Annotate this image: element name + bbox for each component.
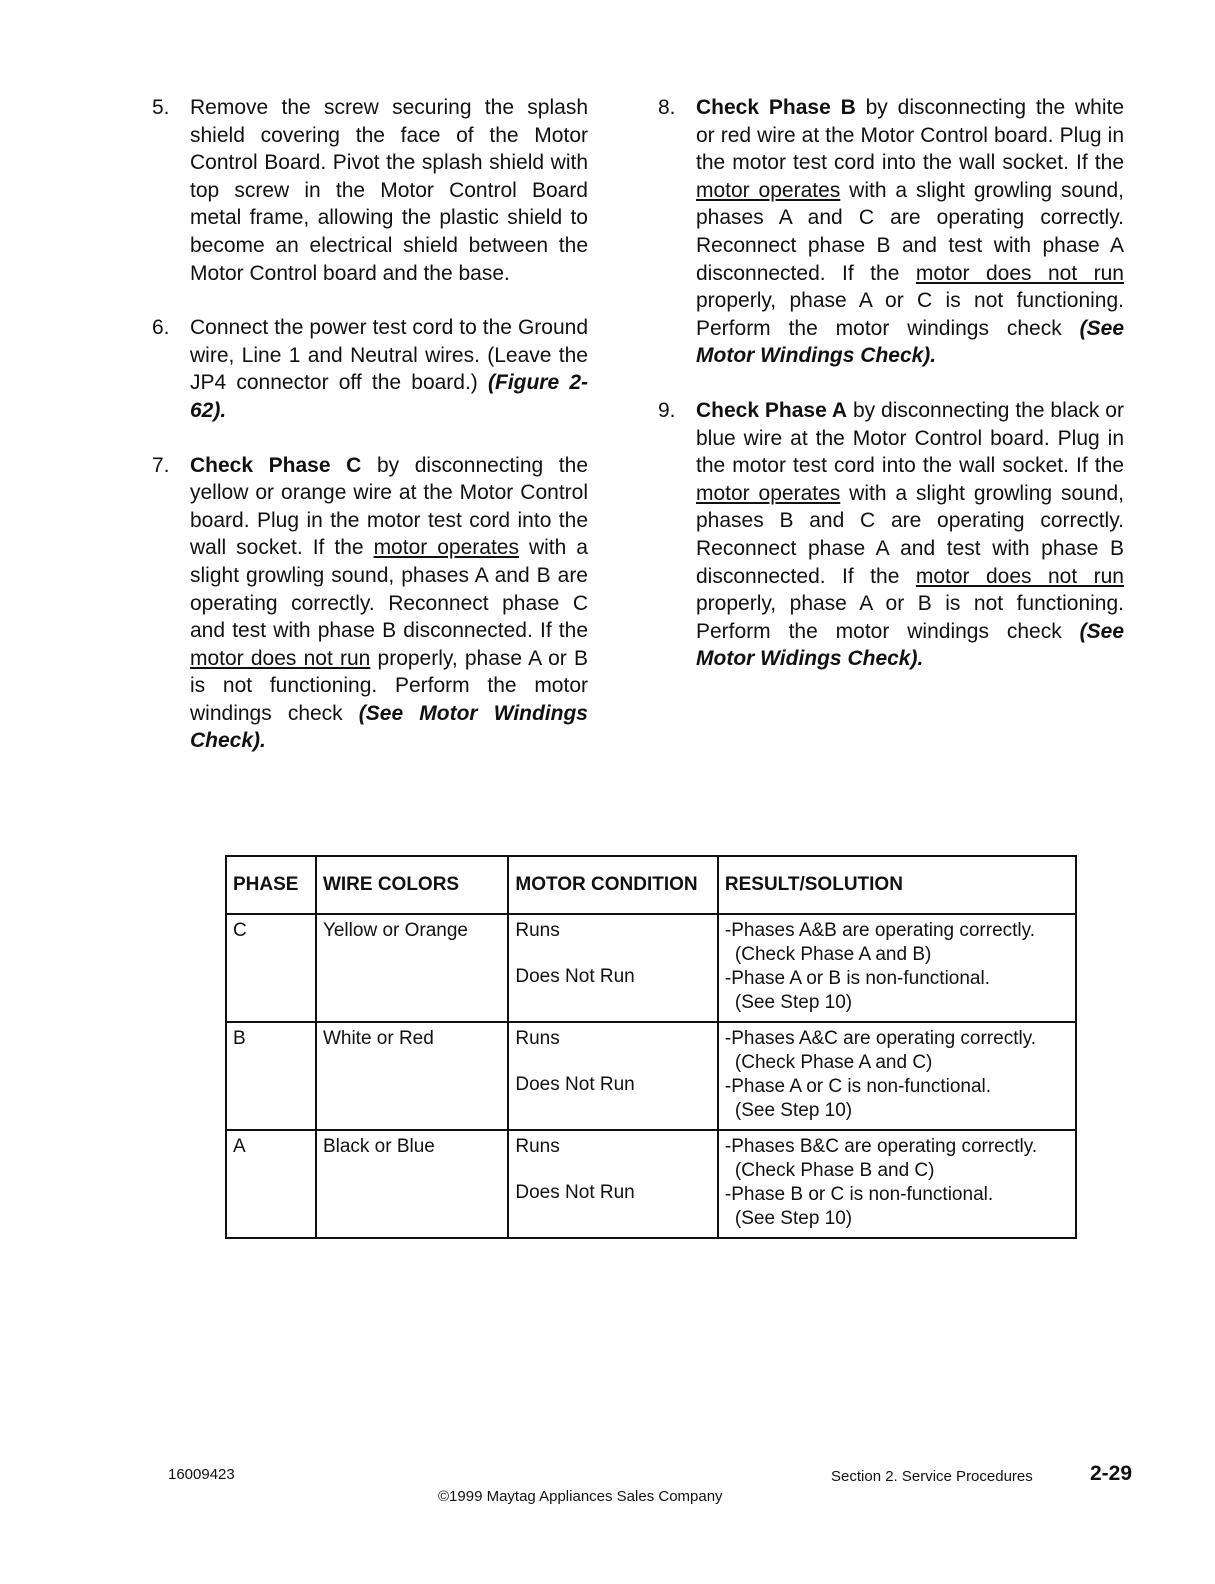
table-row bbox=[226, 914, 1076, 1022]
cell-wire-colors: White or Red bbox=[316, 1022, 508, 1130]
spacer bbox=[515, 1159, 711, 1181]
result-line: (Check Phase A and B) bbox=[734, 944, 932, 965]
header-wire-colors: WIRE COLORS bbox=[316, 856, 508, 914]
condition-runs: Runs bbox=[515, 920, 560, 941]
result-line: -Phases A&C are operating correctly. bbox=[724, 1028, 1037, 1049]
table-row bbox=[226, 1130, 1076, 1238]
result-line: (Check Phase B and C) bbox=[734, 1160, 935, 1181]
condition-runs: Runs bbox=[515, 1136, 560, 1157]
underlined-phrase: motor operates bbox=[696, 178, 841, 202]
step-number: 8. bbox=[658, 96, 676, 119]
copyright: ©1999 Maytag Appliances Sales Company bbox=[438, 1488, 723, 1505]
step-number: 9. bbox=[658, 398, 676, 422]
step-7 bbox=[152, 452, 588, 756]
result-line: -Phases B&C are operating correctly. bbox=[724, 1136, 1038, 1157]
cell-result bbox=[718, 914, 1076, 1022]
step-text: with a slight growling sound, phases A and B are operating correctly. Reconnect phase C and test with phase B disconnected. If the bbox=[190, 536, 588, 643]
cell-wire-colors: Black or Blue bbox=[316, 1130, 508, 1238]
cross-reference: (See Motor Windings Check). bbox=[190, 701, 588, 753]
table-row bbox=[226, 1022, 1076, 1130]
step-6 bbox=[152, 314, 588, 424]
step-text: with a slight growling sound, phases B and C are operating correctly. Reconnect phase A and test with phase B disconnected. If the bbox=[696, 481, 1124, 588]
cell-phase: B bbox=[226, 1022, 316, 1130]
result-line: -Phases A&B are operating correctly. bbox=[724, 920, 1036, 941]
underlined-phrase: motor operates bbox=[373, 536, 519, 560]
figure-reference: (Figure 2-62). bbox=[190, 371, 589, 422]
left-column bbox=[152, 94, 588, 782]
cell-motor-condition bbox=[508, 914, 718, 1022]
header-motor-condition: MOTOR CONDITION bbox=[508, 856, 718, 914]
result-line: -Phase A or C is non-functional. bbox=[724, 1076, 992, 1097]
step-text: Connect the power test cord to the Ground wire, Line 1 and Neutral wires. (Leave the JP4 connector off the board.) bbox=[190, 316, 588, 395]
cell-motor-condition bbox=[508, 1022, 718, 1130]
header-result-solution: RESULT/SOLUTION bbox=[718, 856, 1076, 914]
underlined-phrase: motor does not run bbox=[915, 261, 1124, 285]
step-5 bbox=[152, 94, 588, 287]
result-line: -Phase B or C is non-functional. bbox=[724, 1184, 994, 1205]
condition-runs: Runs bbox=[515, 1028, 560, 1049]
condition-does-not-run: Does Not Run bbox=[515, 1074, 635, 1095]
step-text: by disconnecting the black or blue wire at the Motor Control board. Plug in the motor test cord into the wall socket. If the bbox=[696, 398, 1124, 478]
spacer bbox=[515, 1051, 711, 1073]
cell-motor-condition bbox=[508, 1130, 718, 1238]
step-text: with a slight growling sound, phases A and C are operating correctly. Reconnect phase B and test with phase A disconnected. If the bbox=[696, 178, 1124, 285]
step-heading: Check Phase B bbox=[696, 96, 856, 119]
result-line: (See Step 10) bbox=[734, 1208, 853, 1229]
step-number: 5. bbox=[152, 96, 170, 119]
step-heading: Check Phase A bbox=[696, 398, 848, 422]
cross-reference: (See Motor Widings Check). bbox=[696, 619, 1124, 671]
spacer bbox=[515, 943, 711, 965]
underlined-phrase: motor operates bbox=[696, 481, 841, 505]
step-8 bbox=[658, 94, 1124, 370]
result-line: (See Step 10) bbox=[734, 1100, 853, 1121]
header-phase: PHASE bbox=[226, 856, 316, 914]
result-line: (Check Phase A and C) bbox=[734, 1052, 933, 1073]
step-number: 6. bbox=[152, 316, 170, 340]
step-number: 7. bbox=[152, 453, 170, 477]
condition-does-not-run: Does Not Run bbox=[515, 1182, 635, 1203]
phase-check-table bbox=[225, 855, 1077, 1239]
cross-reference: (See Motor Windings Check). bbox=[696, 316, 1124, 368]
right-column bbox=[658, 94, 1124, 700]
step-text: Remove the screw securing the splash shield covering the face of the Motor Control Board. Pivot the splash shield with top screw in the Motor Control Board metal frame, allowing the plastic shield to become an electrical shield between the Motor Control board and the base. bbox=[190, 96, 588, 285]
step-text: by disconnecting the white or red wire at the Motor Control board. Plug in the motor test cord into the wall socket. If the bbox=[696, 96, 1124, 175]
underlined-phrase: motor does not run bbox=[190, 646, 371, 670]
step-text: properly, phase A or B is not functioning. Perform the motor windings check bbox=[696, 592, 1124, 643]
page-number: 2-29 bbox=[1090, 1462, 1133, 1485]
step-9 bbox=[658, 397, 1124, 673]
table-header-row bbox=[226, 856, 1076, 914]
cell-phase: A bbox=[226, 1130, 316, 1238]
cell-phase: C bbox=[226, 914, 316, 1022]
step-heading: Check Phase C bbox=[190, 453, 362, 477]
condition-does-not-run: Does Not Run bbox=[515, 966, 635, 987]
cell-result bbox=[718, 1130, 1076, 1238]
document-number: 16009423 bbox=[168, 1466, 235, 1483]
section-title: Section 2. Service Procedures bbox=[831, 1468, 1033, 1485]
cell-wire-colors: Yellow or Orange bbox=[316, 914, 508, 1022]
step-text: by disconnecting the yellow or orange wire at the Motor Control board. Plug in the motor test cord into the wall socket. If the bbox=[190, 453, 588, 560]
step-text: properly, phase A or B is not functioning. Perform the motor windings check bbox=[190, 646, 588, 725]
cell-result bbox=[718, 1022, 1076, 1130]
result-line: -Phase A or B is non-functional. bbox=[724, 968, 990, 989]
result-line: (See Step 10) bbox=[734, 992, 853, 1013]
step-text: properly, phase A or C is not functioning. Perform the motor windings check bbox=[696, 289, 1124, 340]
underlined-phrase: motor does not run bbox=[915, 564, 1124, 588]
